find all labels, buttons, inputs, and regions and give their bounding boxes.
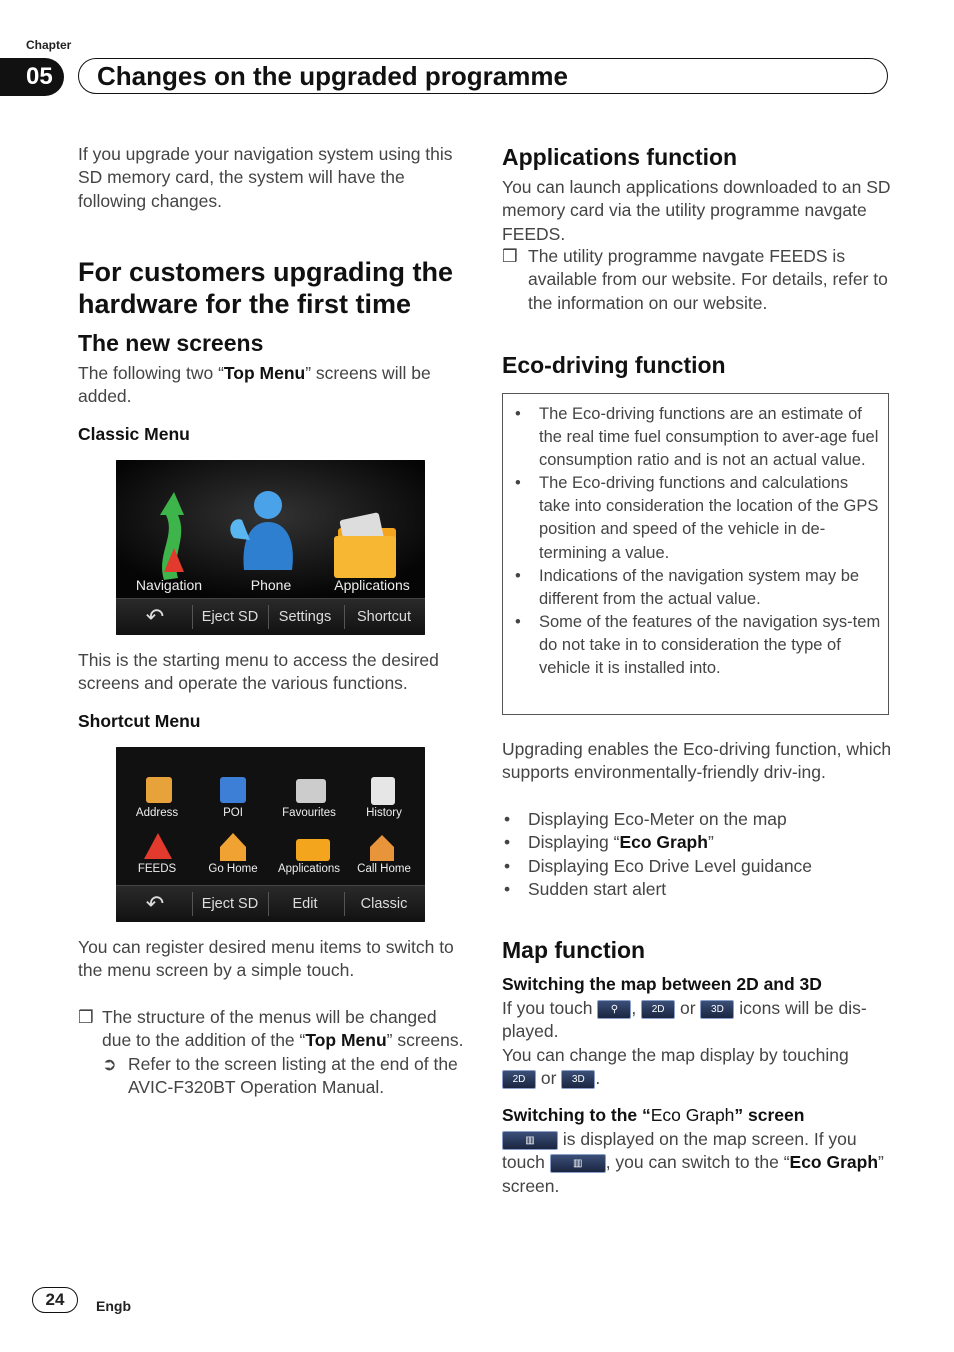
eco-graph-term: Eco Graph: [789, 1152, 879, 1173]
list-item: [513, 565, 881, 611]
list-item: [513, 403, 881, 472]
map-2d-3d-subheading: Switching the map between 2D and 3D: [502, 974, 822, 994]
list-item: [502, 831, 892, 854]
divider: [344, 605, 345, 629]
map-2d-3d-text: [502, 997, 892, 1044]
section-heading: [78, 256, 478, 320]
view-mode-icon[interactable]: ⚲: [597, 1000, 631, 1019]
history-icon: [371, 777, 395, 805]
applications-text: You can launch applications downloaded to an SD memory card via the utility programme navgate FEEDS.: [502, 177, 891, 244]
section-heading-line1: For customers upgrading the: [78, 257, 454, 287]
back-icon[interactable]: ↶: [145, 604, 165, 629]
classic-caption: This is the starting menu to access the desired screens and operate the various functions.: [78, 650, 439, 694]
list-item-text: Displaying “: [528, 832, 620, 853]
note-bullet-icon: ❒: [502, 246, 518, 266]
list-item-text: Displaying Eco Drive Level guidance: [528, 855, 813, 876]
classic-menu-screenshot: [116, 460, 425, 635]
shortcut-button[interactable]: Shortcut: [357, 609, 411, 625]
divider: [268, 605, 269, 629]
map-change-text: [502, 1044, 892, 1091]
text-part: The structure of the menus will be changed due to the addition of the “: [102, 1007, 437, 1051]
reference-text: Refer to the screen listing at the end of the AVIC-F320BT Operation Manual.: [128, 1053, 458, 1097]
list-item-text: Displaying Eco-Meter on the map: [528, 809, 787, 829]
list-item-text: ”: [707, 832, 714, 853]
eco-driving-text: Upgrading enables the Eco-driving function, which supports environmentally-friendly driv-ing.: [502, 739, 892, 783]
menu-note: [78, 1006, 470, 1099]
list-item-text: Sudden start alert: [528, 878, 667, 899]
eco-notice-list: [513, 403, 881, 680]
intro-paragraph: If you upgrade your navigation system using this SD memory card, the system will have the following changes.: [78, 144, 453, 211]
reference-arrow-icon: ➲: [102, 1053, 117, 1074]
divider: [268, 892, 269, 916]
2d-icon[interactable]: 2D: [641, 1000, 675, 1019]
text-part: icons will be dis-played.: [502, 998, 867, 1042]
top-menu-term: Top Menu: [223, 363, 306, 383]
favourites-icon: [296, 779, 326, 803]
list-item: [502, 808, 892, 831]
bullet-icon: •: [515, 566, 521, 585]
text-part: Switching to the “: [502, 1105, 651, 1125]
text-part: You can change the map display by touching: [502, 1045, 849, 1065]
list-item-text: The Eco-driving functions are an estimate of the real time fuel consumption to aver-age fuel consumption ratio and is not an actual value.: [539, 405, 879, 470]
applications-label[interactable]: Applications: [334, 577, 410, 593]
divider: [192, 892, 193, 916]
text-part: If you touch: [502, 998, 593, 1018]
classic-button[interactable]: Classic: [360, 896, 408, 912]
shortcut-poi[interactable]: POI: [223, 807, 243, 819]
bullet-icon: •: [515, 405, 521, 423]
poi-icon: [220, 777, 246, 803]
settings-button[interactable]: Settings: [278, 609, 332, 625]
navigation-label[interactable]: Navigation: [135, 577, 203, 593]
bullet-icon: •: [504, 809, 511, 829]
text-part: ,: [631, 998, 637, 1018]
text-part: , you can switch to the “: [605, 1152, 790, 1173]
text-part: ” screen.: [502, 1152, 884, 1196]
shortcut-menu-heading: Shortcut Menu: [78, 711, 201, 731]
text-part: The utility programme navgate FEEDS is available from our website. For details, refer to the information on our website.: [528, 246, 888, 313]
divider: [344, 892, 345, 916]
address-icon: [146, 777, 172, 803]
text-part: Applications: [502, 144, 647, 170]
text-part: The following two “: [78, 363, 224, 383]
eject-sd-button[interactable]: Eject SD: [201, 896, 259, 912]
section-heading-line2: hardware for the first time: [78, 289, 412, 319]
new-screens-text: [78, 362, 468, 409]
text-part: .: [595, 1068, 601, 1089]
language-code: Engb: [96, 1298, 131, 1314]
bullet-icon: •: [515, 612, 521, 631]
text-part: or: [679, 998, 696, 1018]
shortcut-go-home[interactable]: Go Home: [208, 863, 258, 875]
text-part: ” screens will be added.: [78, 363, 431, 407]
edit-button[interactable]: Edit: [292, 896, 318, 912]
3d-icon[interactable]: 3D: [561, 1070, 595, 1089]
chapter-title: Changes on the upgraded programme: [97, 61, 568, 91]
eject-sd-button[interactable]: Eject SD: [201, 609, 259, 625]
eco-graph-text: [502, 1128, 892, 1198]
bullet-icon: •: [504, 855, 511, 876]
bullet-icon: •: [504, 878, 511, 899]
3d-icon[interactable]: 3D: [700, 1000, 734, 1019]
eco-driving-notice-box: [502, 393, 889, 715]
eco-graph-subheading: [502, 1104, 804, 1127]
list-item: [502, 855, 892, 878]
classic-menu-bottom-bar: [116, 598, 425, 635]
shortcut-history[interactable]: History: [366, 807, 402, 819]
page-number: 24: [32, 1287, 78, 1313]
applications-heading: [502, 143, 737, 171]
divider: [192, 605, 193, 629]
top-menu-term: Top Menu: [305, 1030, 387, 1051]
bullet-icon: •: [504, 832, 511, 853]
phone-label[interactable]: Phone: [250, 577, 292, 593]
text-part: function: [646, 144, 738, 170]
shortcut-menu-bottom-bar: [116, 885, 425, 922]
shortcut-favourites[interactable]: Favourites: [282, 807, 336, 819]
chapter-number: 05: [0, 58, 64, 96]
back-icon[interactable]: ↶: [145, 891, 165, 916]
classic-menu-heading: Classic Menu: [78, 424, 190, 444]
list-item: [502, 878, 892, 901]
new-screens-heading: The new screens: [78, 330, 264, 356]
eco-driving-heading: Eco-driving function: [502, 352, 726, 378]
eco-graph-term: Eco Graph: [619, 832, 708, 853]
list-item-text: Indications of the navigation system may be different from the actual value.: [539, 566, 860, 608]
shortcut-caption: You can register desired menu items to switch to the menu screen by a simple touch.: [78, 937, 454, 981]
list-item: [513, 611, 881, 680]
shortcut-call-home[interactable]: Call Home: [357, 863, 411, 875]
list-item-text: Some of the features of the navigation sys-tem do not take in to consideration the type of vehicle it is installed into.: [539, 612, 881, 678]
bullet-icon: •: [515, 474, 521, 493]
text-part: ” screen: [734, 1105, 805, 1125]
eco-meter-icon[interactable]: ▥: [550, 1154, 606, 1173]
text-part: is displayed on the map screen. If you touch: [502, 1129, 857, 1173]
shortcut-menu-screenshot: [116, 747, 425, 922]
shortcut-address[interactable]: Address: [135, 807, 179, 819]
note-bullet-icon: ❒: [78, 1007, 94, 1027]
text-part: or: [540, 1068, 557, 1089]
2d-icon[interactable]: 2D: [502, 1070, 536, 1089]
eco-graph-term: Eco Graph: [650, 1105, 735, 1125]
applications-note: [502, 245, 892, 315]
chapter-label: Chapter: [26, 38, 72, 52]
shortcut-feeds[interactable]: FEEDS: [137, 863, 177, 875]
eco-meter-icon[interactable]: ▥: [502, 1131, 558, 1150]
text-part: ” screens.: [386, 1030, 464, 1051]
list-item-text: The Eco-driving functions and calculations take into consideration the location of the GPS position and speed of the vehicle in de-termining a value.: [539, 474, 879, 562]
phone-person-icon: [254, 491, 282, 519]
map-function-heading: Map function: [502, 937, 646, 963]
eco-feature-list: [502, 808, 892, 901]
shortcut-applications[interactable]: Applications: [277, 863, 340, 875]
list-item: [513, 472, 881, 564]
applications-folder-icon: [296, 839, 330, 861]
